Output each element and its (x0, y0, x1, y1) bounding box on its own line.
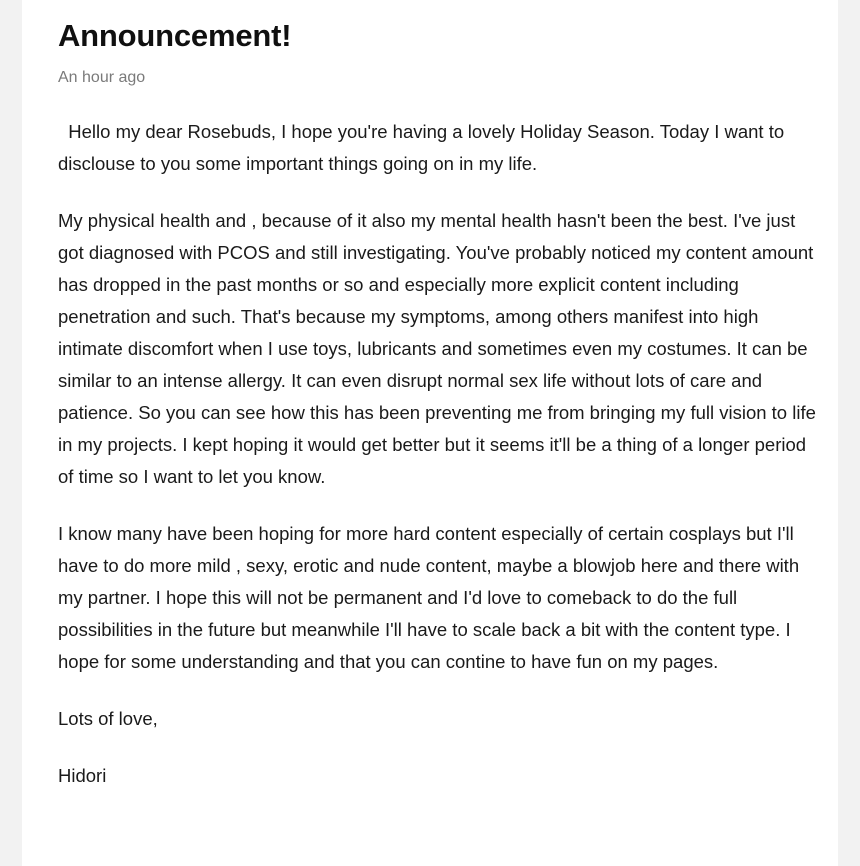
post-paragraph-health: My physical health and , because of it also my mental health hasn't been the best. I've just got diagnosed with PCOS and still investigating. You've probably noticed my content amount has dropped in the past months or so and especially more explicit content including penetration and such. That's because my symptoms, among others manifest into high intimate discomfort when I use toys, lubricants and sometimes even my costumes. It can be similar to an intense allergy. It can even disrupt normal sex life without lots of care and patience. So you can see how this has been preventing me from bringing my full vision to life in my projects. I kept hoping it would get better but it seems it'll be a thing of a longer period of time so I want to let you know. (58, 210, 822, 487)
post-paragraph-signature: Hidori (58, 765, 107, 786)
post-paragraph-signoff: Lots of love, (58, 708, 158, 729)
post-card (22, 0, 838, 866)
post-timestamp: An hour ago (58, 69, 146, 86)
post-paragraph-content-change: I know many have been hoping for more hard content especially of certain cosplays but I'll have to do more mild , sexy, erotic and nude content, maybe a blowjob here and there with my partner. I hope this will not be permanent and I'd love to comeback to do the full possibilities in the future but meanwhile I'll have to scale back a bit with the content type. I hope for some understanding and that you can contine to have fun on my pages. (58, 523, 805, 672)
post-body (58, 116, 822, 817)
post-paragraph-greeting: Hello my dear Rosebuds, I hope you're having a lovely Holiday Season. Today I want to disclouse to you some important things going on in my life. (58, 121, 790, 174)
post-title: Announcement! (58, 18, 292, 53)
